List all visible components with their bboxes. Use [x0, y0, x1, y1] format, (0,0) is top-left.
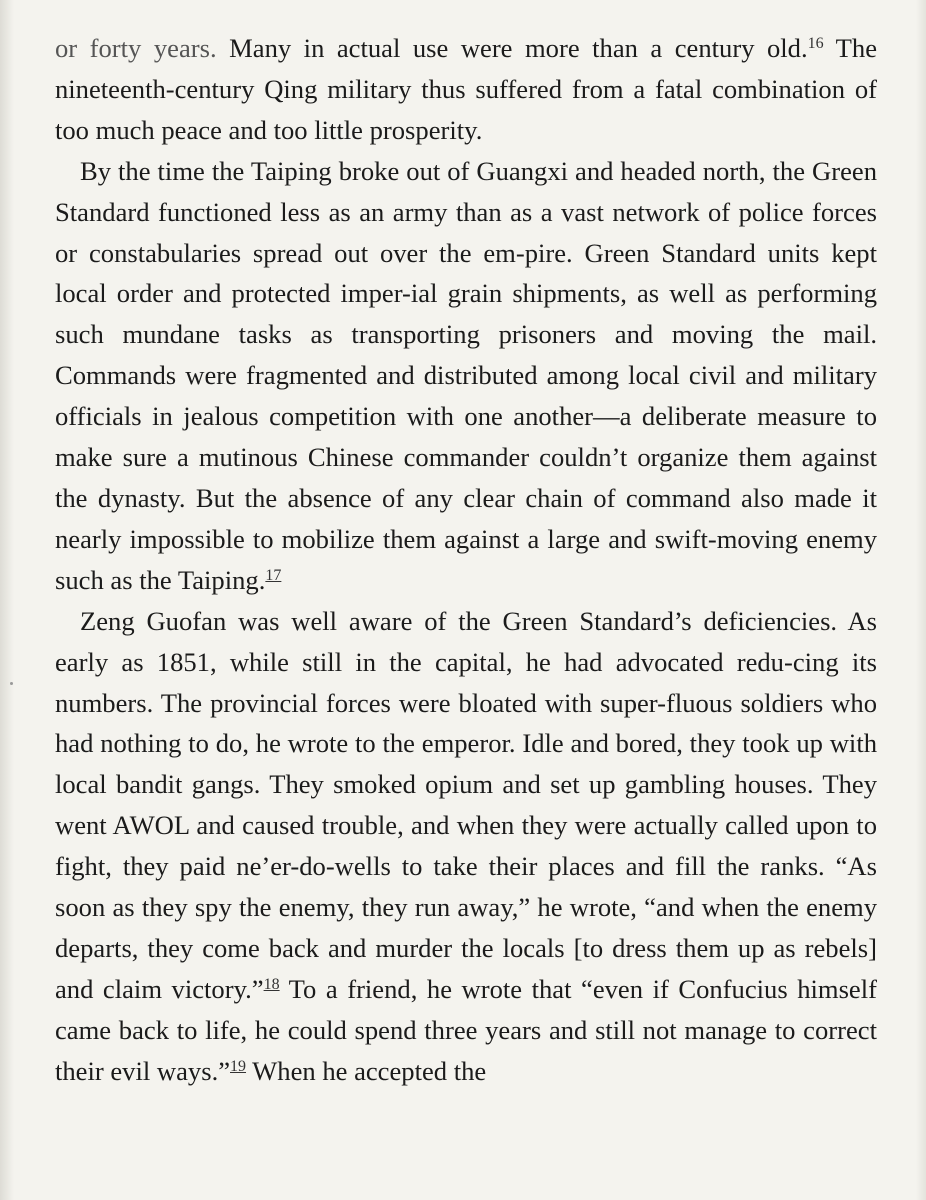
footnote-marker-16: 16 — [807, 35, 824, 52]
text-segment: Many in actual use were more than a century old. — [216, 33, 808, 63]
text-segment: By the time the Taiping broke out of Guangxi and headed north, the Green Standard functioned less as an army than as a vast network of police forces or constabularies spread out over the em-pire. Green Standard units kept local order and protected imper-ial grain shipments, as well as performing such mundane tasks as transporting prisoners and moving the mail. Commands were fragmented and distributed among local civil and military officials in jealous competition with one another—a deliberate measure to make sure a mutinous Chinese commander couldn’t organize them against the dynasty. But the absence of any clear chain of command also made it nearly impossible to mobilize them against a large and swift-moving enemy such as the Taiping. — [55, 155, 877, 595]
text-segment: When he accepted the — [246, 1055, 487, 1086]
page-text — [55, 28, 877, 1092]
text-segment: Zeng Guofan was well aware of the Green Standard’s deficiencies. As early as 1851, while still in the capital, he had advocated redu-cing its numbers. The provincial forces were bloated with super-fluous soldiers who had nothing to do, he wrote to the emperor. Idle and bored, they took up with local bandit gangs. They smoked opium and set up gambling houses. They went AWOL and caused trouble, and when they were actually called upon to fight, they paid ne’er-do-wells to take their places and fill the ranks. “As soon as they spy the enemy, they run away,” he wrote, “and when the enemy departs, they come back and murder the locals [to dress them up as rebels] and claim victory.” — [55, 605, 877, 1004]
paragraph-3 — [55, 601, 877, 1092]
text-segment: The nineteenth-century Qing military thus suffered from a fatal combination of too much peace and too little prosperity. — [55, 33, 878, 145]
footnote-link-17[interactable]: 17 — [265, 566, 282, 584]
paragraph-2 — [55, 151, 877, 601]
footnote-link-18[interactable]: 18 — [263, 975, 280, 993]
text-segment: or forty years. — [55, 33, 217, 63]
paragraph-1 — [55, 28, 877, 151]
footnote-link-19[interactable]: 19 — [230, 1057, 247, 1075]
page-edge-left — [0, 0, 14, 1200]
text-segment: To a friend, he wrote that “even if Confucius himself came back to life, he could spend three years and still not manage to correct their evil ways.” — [55, 973, 877, 1086]
paper-speck — [10, 682, 13, 685]
page-edge-right — [916, 0, 926, 1200]
